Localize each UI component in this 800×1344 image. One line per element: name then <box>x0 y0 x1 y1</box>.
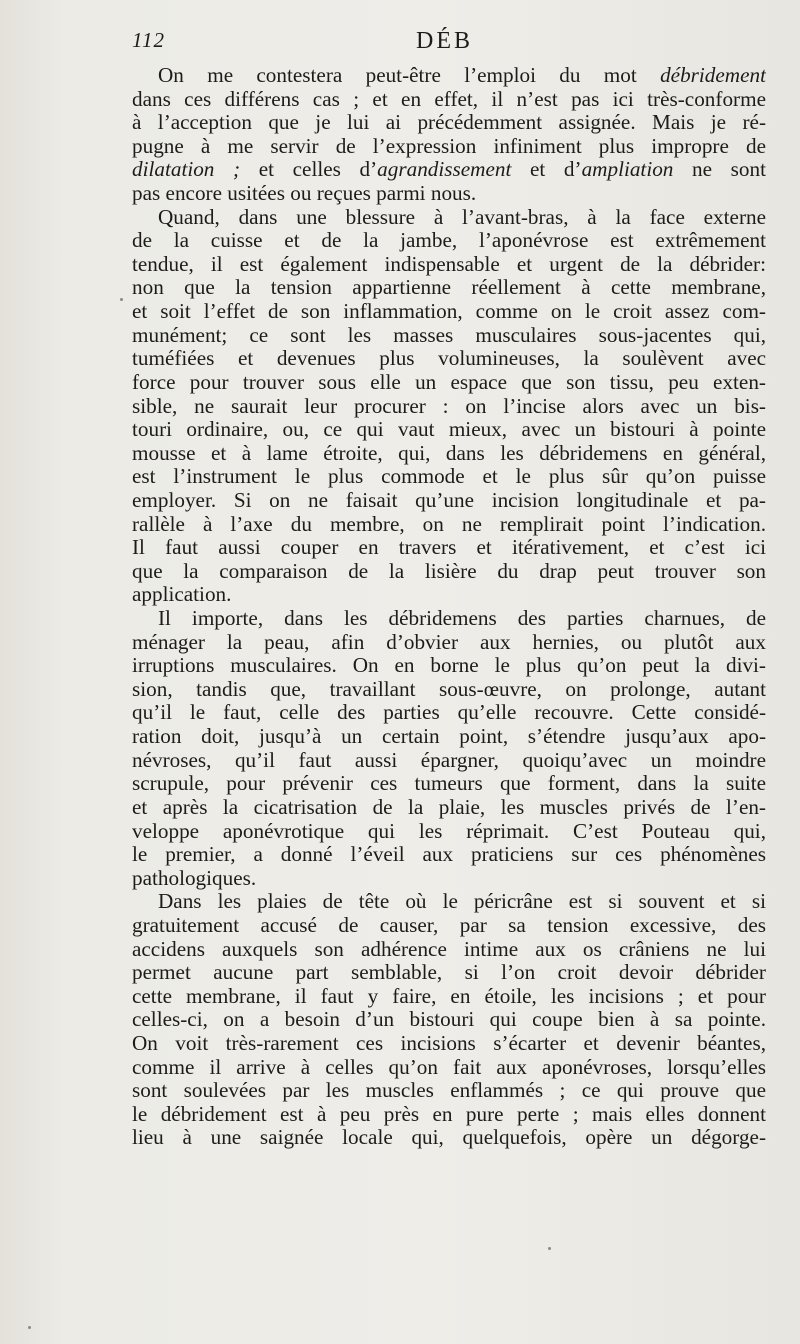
paper-speck <box>120 298 123 301</box>
text-line: Dans les plaies de tête où le péricrâne est si souvent et si <box>158 890 766 914</box>
text-line: à l’acception que je lui ai précédemment assignée. Mais je ré- <box>132 111 766 135</box>
text-line: névroses, qu’il faut aussi épargner, quoiqu’avec un moindre <box>132 748 766 772</box>
text-line: celles-ci, on a besoin d’un bistouri qui coupe bien à sa pointe. <box>132 1008 766 1032</box>
text-line: sont soulevées par les muscles enflammés ; ce qui prouve que <box>132 1079 766 1103</box>
text-line: irruptions musculaires. On en borne le plus qu’on peut la divi- <box>132 654 766 678</box>
text-line: pas encore usitées ou reçues parmi nous. <box>132 182 477 206</box>
text-line: pathologiques. <box>132 866 257 890</box>
text-line: rallèle à l’axe du membre, on ne remplirait point l’indication. <box>132 512 766 536</box>
text-line: mousse et à lame étroite, qui, dans les débridemens en général, <box>132 441 766 465</box>
text-line: et soit l’effet de son inflammation, comme on le croit assez com- <box>132 300 766 324</box>
text-line: force pour trouver sous elle un espace que son tissu, peu exten- <box>132 370 766 394</box>
text-line: et après la cicatrisation de la plaie, les muscles privés de l’en- <box>132 795 766 819</box>
body-text <box>132 64 766 1150</box>
text-line: accidens auxquels son adhérence intime aux os crâniens ne lui <box>132 937 766 961</box>
text-line: que la comparaison de la lisière du drap peut trouver son <box>132 559 766 583</box>
text-line: qu’il le faut, celle des parties qu’elle recouvre. Cette considé- <box>132 701 766 725</box>
text-line: de la cuisse et de la jambe, l’aponévrose est extrêmement <box>132 229 766 253</box>
text-line: employer. Si on ne faisait qu’une incision longitudinale et pa- <box>132 488 766 512</box>
text-line: tuméfiées et devenues plus volumineuses, la soulèvent avec <box>132 347 766 371</box>
text-line: On voit très-rarement ces incisions s’écarter et devenir béantes, <box>132 1031 766 1055</box>
paper-speck <box>548 1247 551 1250</box>
text-line: gratuitement accusé de causer, par sa tension excessive, des <box>132 913 766 937</box>
text-line: non que la tension appartienne réellement à cette membrane, <box>132 276 766 300</box>
text-line: cette membrane, il faut y faire, en étoile, les incisions ; et pour <box>132 984 766 1008</box>
paper-speck <box>28 1326 31 1329</box>
text-line: veloppe aponévrotique qui les réprimait. C’est Pouteau qui, <box>132 819 766 843</box>
page-header <box>132 28 768 56</box>
text-line: comme il arrive à celles qu’on fait aux aponévroses, lorsqu’elles <box>132 1055 766 1079</box>
text-line: le débridement est à peu près en pure perte ; mais elles donnent <box>132 1102 766 1126</box>
text-line: On me contestera peut-être l’emploi du mot débridement <box>158 64 766 87</box>
text-line: sion, tandis que, travaillant sous-œuvre, on prolonge, autant <box>132 677 766 701</box>
text-line: ration doit, jusqu’à un certain point, s’étendre jusqu’aux apo- <box>132 725 766 749</box>
text-line: est l’instrument le plus commode et le plus sûr qu’on puisse <box>132 465 766 489</box>
text-line: Quand, dans une blessure à l’avant-bras, à la face externe <box>158 205 766 229</box>
text-line: munément; ce sont les masses musculaires sous-jacentes qui, <box>132 323 766 347</box>
text-line: application. <box>132 583 232 607</box>
text-line: scrupule, pour prévenir ces tumeurs que forment, dans la suite <box>132 772 766 796</box>
text-line: lieu à une saignée locale qui, quelquefois, opère un dégorge- <box>132 1126 766 1150</box>
text-line: Il importe, dans les débridemens des parties charnues, de <box>158 607 766 631</box>
running-head: DÉB <box>416 28 473 54</box>
text-line: tendue, il est également indispensable et urgent de la débrider: <box>132 252 766 276</box>
text-line: ménager la peau, afin d’obvier aux hernies, ou plutôt aux <box>132 630 766 654</box>
page-number: 112 <box>132 28 165 52</box>
text-line: permet aucune part semblable, si l’on croit devoir débrider <box>132 961 766 985</box>
text-line: le premier, a donné l’éveil aux praticiens sur ces phénomènes <box>132 843 766 867</box>
text-line: pugne à me servir de l’expression infiniment plus impropre de <box>132 134 766 158</box>
text-line: sible, ne saurait leur procurer : on l’incise alors avec un bis- <box>132 394 766 418</box>
text-line: dilatation ; et celles d’agrandissement et d’ampliation ne sont <box>132 158 766 182</box>
text-line: Il faut aussi couper en travers et itérativement, et c’est ici <box>132 536 766 560</box>
text-line: touri ordinaire, ou, ce qui vaut mieux, avec un bistouri à pointe <box>132 418 766 442</box>
text-line: dans ces différens cas ; et en effet, il n’est pas ici très-conforme <box>132 87 766 111</box>
